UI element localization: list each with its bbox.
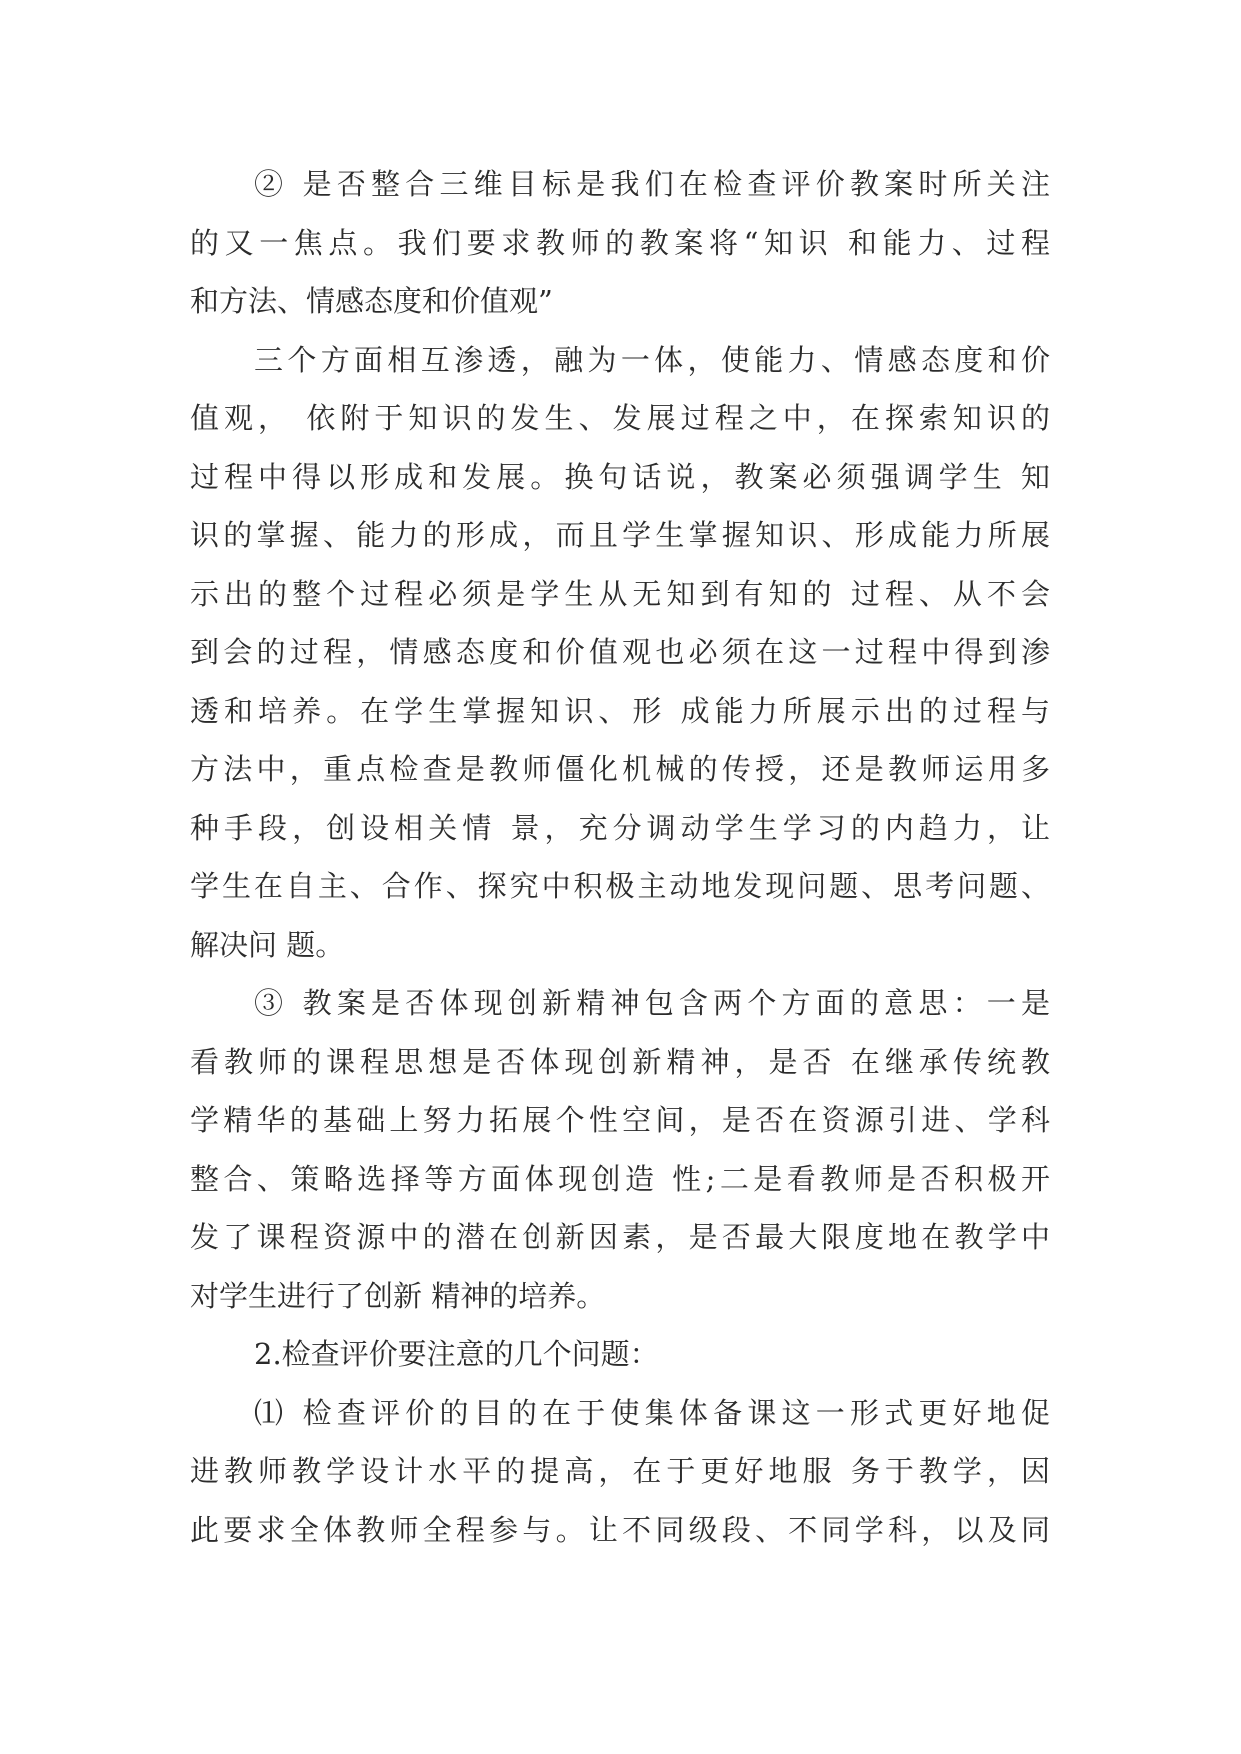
text-line: ③ 教案是否体现创新精神包含两个方面的意思：一是: [254, 986, 1050, 1020]
text-line: 和方法、情感态度和价值观”: [190, 284, 553, 318]
text-line: 学生在自主、合作、探究中积极主动地发现问题、思考问题、: [190, 869, 1050, 903]
text-line: 三个方面相互渗透，融为一体，使能力、情感态度和价: [254, 343, 1050, 377]
text-line: 此要求全体教师全程参与。让不同级段、不同学科，以及同: [190, 1513, 1050, 1547]
text-line: 识的掌握、能力的形成，而且学生掌握知识、形成能力所展: [190, 518, 1050, 552]
text-line: 种手段，创设相关情 景，充分调动学生学习的内趋力，让: [190, 811, 1050, 845]
text-line: ② 是否整合三维目标是我们在检查评价教案时所关注: [254, 167, 1050, 201]
section-heading: 2.检查评价要注意的几个问题：: [254, 1337, 659, 1371]
text-line: 整合、策略选择等方面体现创造 性;二是看教师是否积极开: [190, 1162, 1050, 1196]
text-line: 到会的过程，情感态度和价值观也必须在这一过程中得到渗: [190, 635, 1050, 669]
text-line: 学精华的基础上努力拓展个性空间，是否在资源引进、学科: [190, 1103, 1050, 1137]
text-line: 解决问 题。: [190, 928, 345, 962]
text-line: 方法中，重点检查是教师僵化机械的传授，还是教师运用多: [190, 752, 1050, 786]
text-line: 示出的整个过程必须是学生从无知到有知的 过程、从不会: [190, 577, 1050, 611]
text-line: 看教师的课程思想是否体现创新精神，是否 在继承传统教: [190, 1045, 1050, 1079]
text-line: 发了课程资源中的潜在创新因素，是否最大限度地在教学中: [190, 1220, 1050, 1254]
text-line: 的又一焦点。我们要求教师的教案将“知识 和能力、过程: [190, 226, 1050, 260]
text-line: 过程中得以形成和发展。换句话说，教案必须强调学生 知: [190, 460, 1050, 494]
text-line: 值观， 依附于知识的发生、发展过程之中，在探索知识的: [190, 401, 1050, 435]
text-line: 透和培养。在学生掌握知识、形 成能力所展示出的过程与: [190, 694, 1050, 728]
text-line: 对学生进行了创新 精神的培养。: [190, 1279, 606, 1313]
text-line: 进教师教学设计水平的提高，在于更好地服 务于教学，因: [190, 1454, 1050, 1488]
text-line: ⑴ 检查评价的目的在于使集体备课这一形式更好地促: [254, 1396, 1050, 1430]
